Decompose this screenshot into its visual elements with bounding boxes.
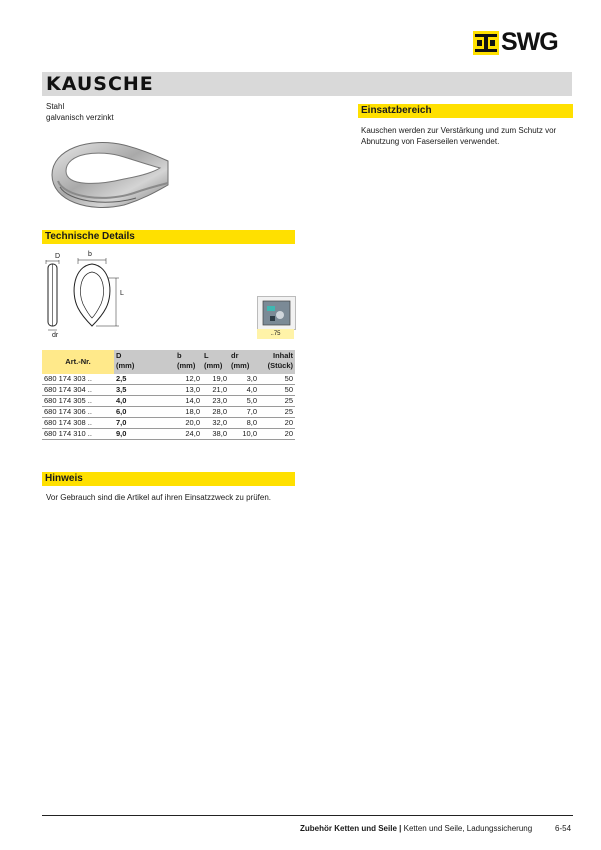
swg-logo [473, 28, 573, 56]
cell-inhalt: 50 [259, 374, 295, 385]
logo-emblem-icon [473, 31, 499, 55]
table-row [42, 429, 295, 440]
cell-art-nr: 680 174 303 .. [42, 374, 114, 385]
thimble-drawing-icon [42, 250, 132, 342]
cell-D: 7,0 [114, 418, 175, 429]
page-title-bar [42, 72, 572, 96]
cell-b: 13,0 [175, 385, 202, 396]
material-line-1: Stahl [46, 102, 65, 111]
col-header-b: b (mm) [175, 350, 202, 374]
spec-table [42, 350, 295, 440]
dim-label-b: b [88, 251, 92, 258]
usage-text: Kauschen werden zur Verstärkung und zum Schutz vor Abnutzung von Faserseilen verwendet. [361, 126, 557, 146]
cell-L: 28,0 [202, 407, 229, 418]
cell-D: 4,0 [114, 396, 175, 407]
cell-L: 32,0 [202, 418, 229, 429]
col-header-D: D (mm) [114, 350, 175, 374]
cell-dr: 8,0 [229, 418, 259, 429]
footer-divider [42, 815, 573, 816]
table-row [42, 374, 295, 385]
table-row [42, 396, 295, 407]
tech-details-title: Technische Details [45, 231, 135, 242]
col-header-dr: dr (mm) [229, 350, 259, 374]
cell-dr: 10,0 [229, 429, 259, 440]
table-header-row [42, 350, 295, 374]
usage-title: Einsatzbereich [361, 105, 432, 116]
footer-category: Zubehör Ketten und Seile [300, 824, 397, 833]
technical-drawing [42, 250, 132, 342]
dim-label-dr: dr [52, 332, 59, 339]
note-title: Hinweis [45, 473, 83, 484]
table-row [42, 407, 295, 418]
note-text: Vor Gebrauch sind die Artikel auf ihren Einsatzzweck zu prüfen. [46, 493, 272, 502]
cell-D: 9,0 [114, 429, 175, 440]
section-header-note [42, 472, 295, 486]
cell-L: 38,0 [202, 429, 229, 440]
cell-D: 2,5 [114, 374, 175, 385]
footer-subcategory: Ketten und Seile, Ladungssicherung [403, 824, 533, 833]
cell-L: 21,0 [202, 385, 229, 396]
cell-art-nr: 680 174 306 .. [42, 407, 114, 418]
dim-label-D: D [55, 253, 61, 260]
footer-breadcrumb [300, 824, 532, 833]
page-title: KAUSCHE [46, 73, 154, 95]
package-bag-icon [258, 297, 295, 329]
col-header-inhalt: Inhalt (Stück) [259, 350, 295, 374]
dim-label-L: L [120, 290, 124, 297]
section-header-tech-details [42, 230, 295, 244]
cell-b: 18,0 [175, 407, 202, 418]
cell-b: 14,0 [175, 396, 202, 407]
cell-D: 6,0 [114, 407, 175, 418]
cell-inhalt: 20 [259, 429, 295, 440]
package-icon [257, 296, 296, 330]
section-header-usage [358, 104, 573, 118]
cell-b: 20,0 [175, 418, 202, 429]
cell-L: 23,0 [202, 396, 229, 407]
thimble-photo-icon [44, 135, 174, 215]
cell-inhalt: 50 [259, 385, 295, 396]
table-row [42, 385, 295, 396]
package-label: ..75 [257, 329, 294, 339]
cell-dr: 7,0 [229, 407, 259, 418]
cell-b: 24,0 [175, 429, 202, 440]
cell-D: 3,5 [114, 385, 175, 396]
cell-inhalt: 25 [259, 396, 295, 407]
cell-inhalt: 20 [259, 418, 295, 429]
spec-table-wrap [42, 350, 295, 440]
table-row [42, 418, 295, 429]
cell-b: 12,0 [175, 374, 202, 385]
cell-inhalt: 25 [259, 407, 295, 418]
page-number: 6-54 [555, 824, 572, 833]
cell-art-nr: 680 174 304 .. [42, 385, 114, 396]
cell-art-nr: 680 174 305 .. [42, 396, 114, 407]
cell-dr: 4,0 [229, 385, 259, 396]
material-text [46, 101, 114, 123]
cell-art-nr: 680 174 308 .. [42, 418, 114, 429]
footer-separator: | [399, 824, 402, 833]
product-image [44, 135, 174, 215]
col-header-art-nr: Art.-Nr. [42, 350, 114, 374]
cell-dr: 5,0 [229, 396, 259, 407]
col-header-L: L (mm) [202, 350, 229, 374]
cell-art-nr: 680 174 310 .. [42, 429, 114, 440]
package-box [257, 296, 294, 340]
logo-text: SWG [501, 28, 558, 56]
cell-dr: 3,0 [229, 374, 259, 385]
material-line-2: galvanisch verzinkt [46, 113, 114, 122]
cell-L: 19,0 [202, 374, 229, 385]
